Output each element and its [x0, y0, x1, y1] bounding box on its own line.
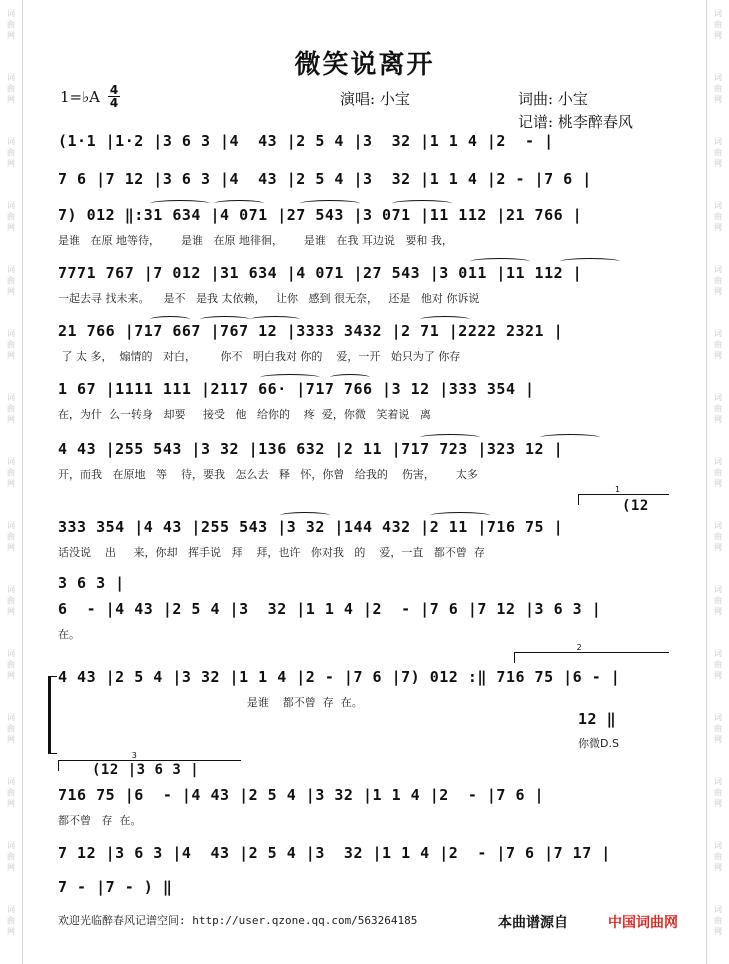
slur-arc	[420, 434, 480, 441]
watermark-text: 词 曲 网	[7, 841, 15, 872]
notation-row: 1 67 |1111 111 |2117 66· |717 766 |3 12 |333 354 |	[58, 380, 535, 398]
repeat-bracket	[48, 676, 57, 754]
watermark-text: 词 曲 网	[714, 713, 722, 744]
lyric-row: 话没说 出 来，你却 挥手说 拜 拜，也许 你对我 的 爱，一直 都不曾 存	[58, 546, 485, 559]
slur-arc	[392, 200, 452, 207]
lyric-row: 在，为什 么一转身 却要 接受 他 给你的 疼 爱，你微 笑着说 离	[58, 408, 431, 421]
volta-1-notes: (12	[622, 498, 649, 514]
watermark-text: 词 曲 网	[7, 73, 15, 104]
notation-row: (1·1 |1·2 |3 6 3 |4 43 |2 5 4 |3 32 |1 1 4 |2 - |	[58, 132, 554, 150]
source-label: 本曲谱源自	[498, 915, 568, 931]
watermark-text: 词 曲 网	[714, 841, 722, 872]
meter-top: 4	[109, 83, 119, 97]
slur-arc	[560, 258, 620, 265]
meter-bottom: 4	[109, 96, 119, 110]
watermark-text: 词 曲 网	[714, 649, 722, 680]
watermark-text: 词 曲 网	[714, 585, 722, 616]
lyric-composer-credit: 词曲: 小宝	[518, 90, 588, 108]
watermark-text: 词 曲 网	[7, 265, 15, 296]
watermark-text: 词 曲 网	[7, 713, 15, 744]
watermark-text: 词 曲 网	[714, 521, 722, 552]
slur-arc	[470, 258, 530, 265]
slur-arc	[200, 316, 250, 323]
watermark-text: 词 曲 网	[714, 137, 722, 168]
lyric-row: 开，而我 在原地 等 待，要我 怎么去 释 怀，你曾 给我的 伤害， 太多	[58, 468, 478, 481]
right-watermark-strip	[706, 0, 729, 964]
footer-link-text: 欢迎光临醉春风记谱空间: http://user.qzone.qq.com/563264185	[58, 914, 418, 927]
lyric-row: 一起去寻 找未来。 是不 是我 太依赖， 让你 感到 很无奈， 还是 他对 你诉说	[58, 292, 480, 305]
slur-arc	[214, 200, 264, 207]
singer-credit: 演唱: 小宝	[340, 90, 410, 108]
time-signature	[108, 84, 120, 109]
watermark-text: 词 曲 网	[714, 265, 722, 296]
watermark-text: 词 曲 网	[7, 137, 15, 168]
notator-credit: 记谱: 桃李醉春风	[518, 113, 633, 131]
watermark-text: 词 曲 网	[7, 649, 15, 680]
volta-3-notes: (12 |3 6 3 |	[92, 762, 200, 778]
slur-arc	[280, 512, 330, 519]
notation-row: 7771 767 |7 012 |31 634 |4 071 |27 543 |3 011 |11 112 |	[58, 264, 583, 282]
watermark-text: 词 曲 网	[714, 9, 722, 40]
notation-row: 7) 012 ‖:31 634 |4 071 |27 543 |3 071 |11 112 |21 766 |	[58, 206, 583, 224]
song-title: 微笑说离开	[294, 50, 435, 80]
notation-row: 333 354 |4 43 |255 543 |3 32 |144 432 |2 11 |716 75 |	[58, 518, 564, 536]
slur-arc	[250, 316, 300, 323]
watermark-text: 词 曲 网	[714, 457, 722, 488]
watermark-text: 词 曲 网	[7, 777, 15, 808]
slur-arc	[150, 200, 210, 207]
notation-row: 7 - |7 - ) ‖	[58, 878, 173, 896]
left-watermark-strip	[0, 0, 23, 964]
key-signature: 1=♭A	[60, 88, 101, 106]
volta-2	[514, 643, 669, 663]
watermark-text: 词 曲 网	[714, 73, 722, 104]
watermark-text: 词 曲 网	[7, 329, 15, 360]
notation-row: 6 - |4 43 |2 5 4 |3 32 |1 1 4 |2 - |7 6 |7 12 |3 6 3 |	[58, 600, 602, 618]
watermark-text: 词 曲 网	[7, 521, 15, 552]
watermark-text: 词 曲 网	[714, 393, 722, 424]
watermark-text: 词 曲 网	[7, 393, 15, 424]
watermark-text: 词 曲 网	[714, 777, 722, 808]
slur-arc	[150, 316, 190, 323]
watermark-text: 词 曲 网	[7, 457, 15, 488]
slur-arc	[260, 374, 320, 381]
notation-row: 7 12 |3 6 3 |4 43 |2 5 4 |3 32 |1 1 4 |2 - |7 6 |7 17 |	[58, 844, 611, 862]
notation-row: 21 766 |717 667 |767 12 |3333 3432 |2 71 |2222 2321 |	[58, 322, 564, 340]
slur-arc	[330, 374, 370, 381]
volta-2-number: 2	[576, 643, 582, 652]
watermark-text: 词 曲 网	[7, 201, 15, 232]
watermark-text: 词 曲 网	[7, 9, 15, 40]
watermark-text: 词 曲 网	[7, 585, 15, 616]
watermark-text: 词 曲 网	[714, 329, 722, 360]
volta-1-number: 1	[615, 485, 621, 494]
ds-text: 你微D.S	[578, 737, 619, 750]
watermark-text: 词 曲 网	[7, 905, 15, 936]
volta-1-tail: 3 6 3 |	[58, 574, 125, 592]
lyric-row: 是谁 在原 地等待， 是谁 在原 地徘徊， 是谁 在我 耳边说 要和 我，	[58, 234, 453, 247]
slur-arc	[420, 316, 470, 323]
site-name: 中国词曲网	[608, 915, 678, 931]
ds-notes: 12 ‖	[578, 710, 617, 728]
notation-row: 716 75 |6 - |4 43 |2 5 4 |3 32 |1 1 4 |2 - |7 6 |	[58, 786, 545, 804]
lyric-row: 都不曾 存 在。	[58, 814, 142, 827]
slur-arc	[540, 434, 600, 441]
lyric-row: 在。	[58, 628, 80, 641]
slur-arc	[430, 512, 490, 519]
volta-3-number: 3	[131, 751, 137, 760]
lyric-row: 是谁 都不曾 存 在。	[58, 696, 363, 709]
notation-row: 4 43 |2 5 4 |3 32 |1 1 4 |2 - |7 6 |7) 012 :‖ 716 75 |6 - |	[58, 668, 621, 686]
watermark-text: 词 曲 网	[714, 905, 722, 936]
watermark-text: 词 曲 网	[714, 201, 722, 232]
lyric-row: 了 太 多， 煽情的 对白， 你不 明白我对 你的 爱，一开 始只为了 你存	[58, 350, 461, 363]
slur-arc	[300, 200, 360, 207]
notation-row: 4 43 |255 543 |3 32 |136 632 |2 11 |717 723 |323 12 |	[58, 440, 564, 458]
notation-row: 7 6 |7 12 |3 6 3 |4 43 |2 5 4 |3 32 |1 1 4 |2 - |7 6 |	[58, 170, 592, 188]
